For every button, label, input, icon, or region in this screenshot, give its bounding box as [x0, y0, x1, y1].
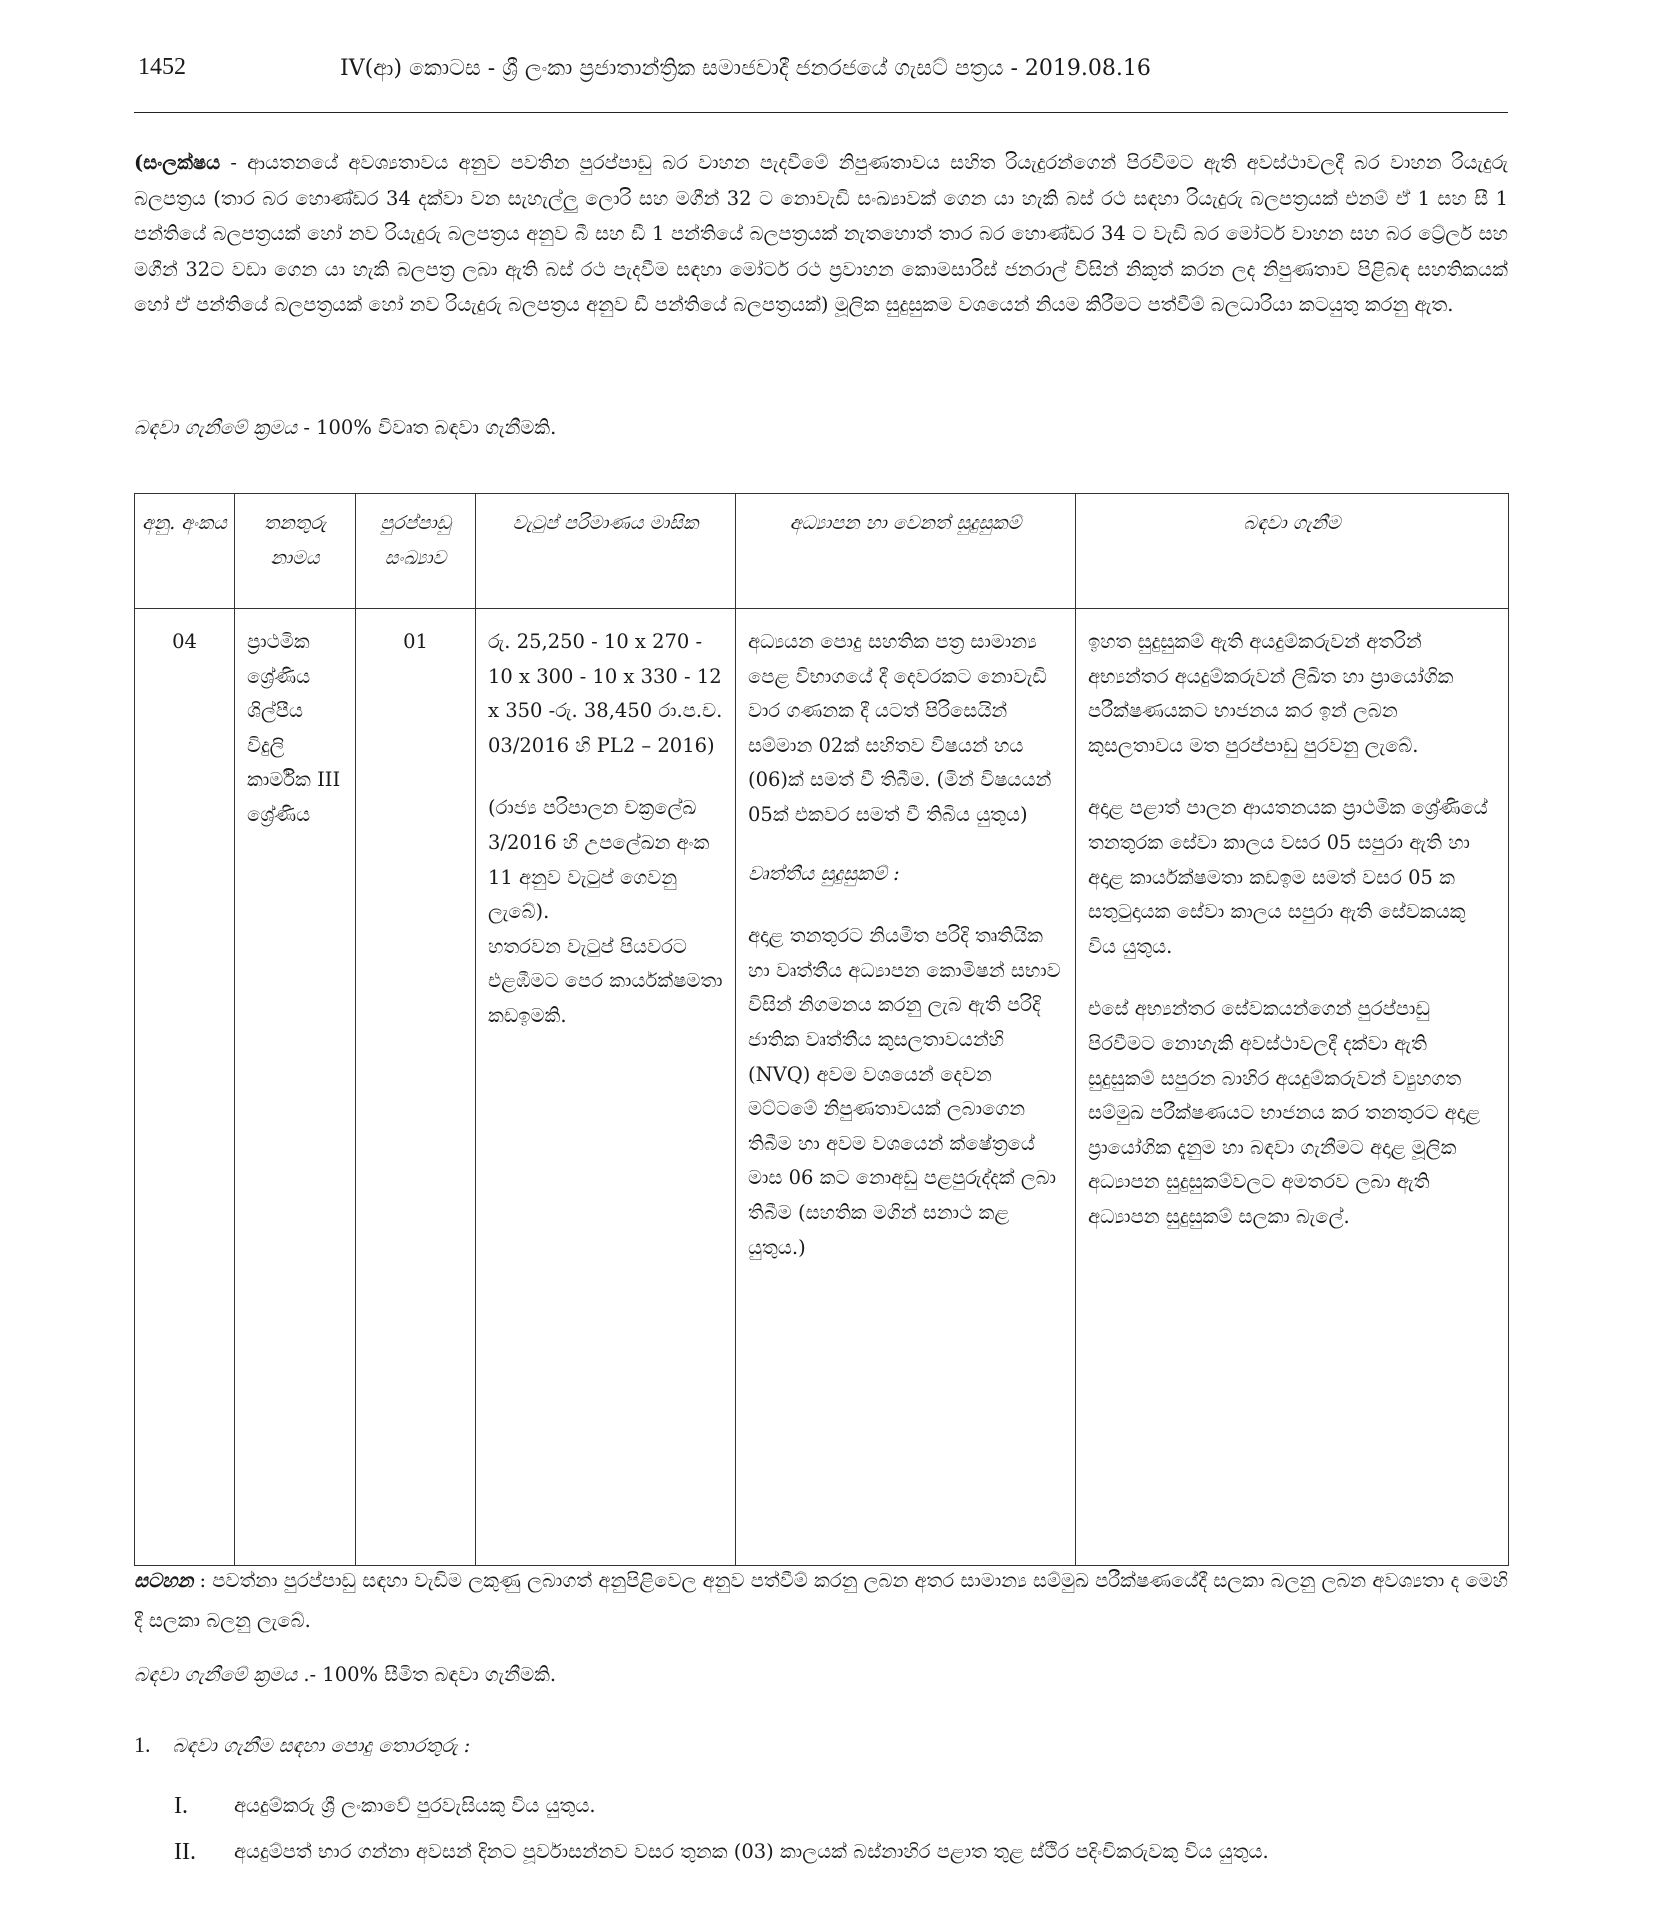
page-number: 1452: [138, 54, 186, 80]
note-label: සටහන: [134, 1569, 194, 1592]
header-post-name: තනතුරු නාමය: [235, 494, 356, 609]
post-table: [134, 493, 1509, 1566]
header-vacancies: පුරප්පාඩු සංඛ්‍යාව: [356, 494, 476, 609]
cell-serial: 04: [135, 609, 235, 1566]
cell-salary: [476, 609, 736, 1566]
list-item: [174, 1833, 1508, 1871]
recruitment-para-1: ඉහත සුදුසුකම් ඇති අයදුම්කරුවන් අතරින් අභ්‍යන්තර අයදුම්කරුවන් ලිඛිත හා ප්‍රායෝගික පරීක්ෂණයකට භාජනය කර ඉන් ලබන කුසලතාවය මත පුරප්පාඩු පුරවනු ලැබේ.: [1088, 630, 1454, 757]
note-paragraph: [134, 1561, 1508, 1641]
salary-circular-note: (රාජ්‍ය පරිපාලන චක්‍රලේඛ 3/2016 හි උපලේඛන අංක 11 අනුව වැටුප් ගෙවනු ලැබේ).: [488, 796, 710, 924]
recruitment-para-3: එසේ අභ්‍යන්තර සේවකයන්ගෙන් පුරප්පාඩු පිරවීමට නොහැකි අවස්ථාවලදී දක්වා ඇති සුදුසුකම් සපුරන බාහිර අයදුම්කරුවන් ව්‍යුහගත සම්මුඛ පරීක්ෂණයට භාජනය කර තනතුරට අදාළ ප්‍රායෝගික දැනුම හා බඳවා ගැනීමට අදාළ මූලික අධ්‍යාපන සුදුසුකම්වලට අමතරව ලබා ඇති අධ්‍යාපන සුදුසුකම් සලකා බැලේ.: [1088, 997, 1481, 1228]
recruitment-para-2: අදාළ පළාත් පාලන ආයතනයක ප්‍රාථමික ශ්‍රේණියේ තනතුරක සේවා කාලය වසර 05 සපුරා ඇති හා අදාළ කාර්යක්ෂමතා කඩඉම සමත් වසර 05 ක සතුටුදායක සේවා කාලය සපුරා ඇති සේවකයකු විය යුතුය.: [1088, 796, 1488, 958]
cell-qualifications: [736, 609, 1076, 1566]
recruitment-method-1: [134, 416, 556, 439]
list-item-number: I.: [174, 1793, 188, 1819]
recruitment-method-2-label: බඳවා ගැනීමේ ක්‍රමය: [134, 1663, 298, 1686]
section-1-number: 1.: [134, 1732, 151, 1757]
note-text: : පවත්නා පුරප්පාඩු සඳහා වැඩිම ලකුණු ලබාගත් අනුපිළිවෙල අනුව පත්වීම් කරනු ලබන අතර සාමාන්‍ය සම්මුඛ පරීක්ෂණයේදී සලකා බලනු ලබන අවශ්‍යතා ද මෙහි දී සලකා බලනු ලැබේ.: [134, 1569, 1508, 1632]
salary-efficiency-bar-note: හතරවන වැටුප් පියවරට එළඹීමට පෙර කාර්යක්ෂමතා කඩඉමකි.: [488, 934, 723, 1027]
summary-paragraph: [134, 145, 1508, 323]
header-salary-scale: වැටුප් පරිමාණය මාසික: [476, 494, 736, 609]
list-item: [174, 1787, 1508, 1825]
section-1-title: බඳවා ගැනීම සඳහා පොදු තොරතුරු :: [172, 1734, 471, 1757]
list-item-number: II.: [174, 1839, 196, 1865]
general-info-list: [174, 1787, 1508, 1879]
list-item-text: අයදුම්කරු ශ්‍රී ලංකාවේ පුරවැසියකු විය යුතුය.: [234, 1794, 596, 1817]
gazette-header-title: IV(ආ) කොටස - ශ්‍රී ලංකා ප්‍රජාතාන්ත්‍රික සමාජවාදී ජනරජයේ ගැසට් පත්‍රය - 2019.08.16: [340, 56, 1151, 81]
summary-text: - ආයතනයේ අවශ්‍යතාවය අනුව පවතින පුරප්පාඩු බර වාහන පැදවීමේ නිපුණතාවය සහිත රියැදුරන්ගෙන් පිරවීමට ඇති අවස්ථාවලදී බර වාහන රියැදුරු බලපත්‍රය (තාර බර හොණ්ඩර 34 දක්වා වන සැහැල්ලු ලොරි සහ මගීන් 32 ට නොවැඩි සංඛ්‍යාවක් ගෙන යා හැකි බස් රථ සඳහා රියැදුරු බලපත්‍රයක් එනම් ඒ 1 සහ සී 1 පන්තියේ බලපත්‍රයක් හෝ නව රියැදුරු බලපත්‍රය අනුව බී සහ ඩී 1 පන්තියේ බලපත්‍රයක් නැතහොත් තාර බර හොණ්ඩර 34 ට වැඩි බර මෝටර් වාහන සහ බර ට්‍රේලර් සහ මගීන් 32ට වඩා ගෙන යා හැකි බලපත්‍ර ලබා ඇති බස් රථ පැදවීම සඳහා මෝටර් රථ ප්‍රවාහන කොමසාරිස් ජනරාල් විසින් නිකුත් කරන ලද නිපුණතාව පිළිබඳ සහතිකයක් හෝ ඒ පන්තියේ බලපත්‍රයක් හෝ නව රියැදුරු බලපත්‍රය අනුව ඩී පන්තියේ බලපත්‍රයක්) මූලික සුදුසුකම වශයෙන් නියම කිරීමට පත්වීම් බලධාරියා කටයුතු කරනු ඇත.: [134, 151, 1508, 317]
header-recruitment: බඳවා ගැනීම: [1076, 494, 1509, 609]
table-header-row: [135, 494, 1509, 609]
header-divider: [134, 112, 1508, 113]
cell-recruitment: [1076, 609, 1509, 1566]
professional-qualifications-label: වෘත්තීය සුදුසුකම් :: [748, 861, 900, 885]
cell-post-name: ප්‍රාථමික ශ්‍රේණිය ශිල්පීය විදුලි කාර්මික III ශ්‍රේණිය: [235, 609, 356, 1566]
educational-qualifications: අධ්‍යයන පොදු සහතික පත්‍ර සාමාන්‍ය පෙළ විභාගයේ දී දෙවරකට නොවැඩි වාර ගණනක දී යටත් පිරිසෙයින් සම්මාන 02ක් සහිතව විෂයන් හය (06)ක් සමත් වී තිබීම. (මින් විෂයයන් 05ක් එකවර සමත් වී තිබිය යුතුය): [748, 630, 1052, 826]
recruitment-method-2: [134, 1663, 556, 1686]
section-1-heading: [134, 1732, 470, 1758]
header-serial: අනු. අංකය: [135, 494, 235, 609]
recruitment-method-1-value: - 100% විවෘත බඳවා ගැනීමකි.: [297, 416, 557, 439]
table-row: [135, 609, 1509, 1566]
salary-scale-text: රු. 25,250 - 10 x 270 - 10 x 300 - 10 x 330 - 12 x 350 -රු. 38,450 රා.ප.ච. 03/2016 හි PL2 – 2016): [488, 630, 723, 757]
summary-label: (සංලක්ෂය: [134, 151, 221, 174]
professional-qualifications: අදාළ තනතුරට නියමිත පරිදි තෘතියික හා වෘත්තීය අධ්‍යාපන කොමිෂන් සභාව විසින් නිගමනය කරනු ලැබ ඇති පරිදි ජාතික වෘත්තීය කුසලතාවයන්හි (NVQ) අවම වශයෙන් දෙවන මට්ටමේ නිපුණතාවයක් ලබාගෙන තිබීම හා අවම වශයෙන් ක්ෂේත්‍රයේ මාස 06 කට නොඅඩු පළපුරුද්දක් ලබා තිබීම (සහතික මගින් සනාථ කළ යුතුය.): [748, 924, 1061, 1259]
cell-vacancies: 01: [356, 609, 476, 1566]
recruitment-method-1-label: බඳවා ගැනීමේ ක්‍රමය: [134, 416, 298, 439]
recruitment-method-2-value: .- 100% සීමිත බඳවා ගැනීමකි.: [297, 1663, 557, 1686]
header-qualifications: අධ්‍යාපන හා වෙනත් සුදුසුකම්: [736, 494, 1076, 609]
list-item-text: අයදුම්පත් භාර ගන්නා අවසන් දිනට පූර්වාසන්නව වසර තුනක (03) කාලයක් බස්නාහිර පළාත තුළ ස්ථිර පදිංචිකරුවකු විය යුතුය.: [234, 1840, 1269, 1863]
